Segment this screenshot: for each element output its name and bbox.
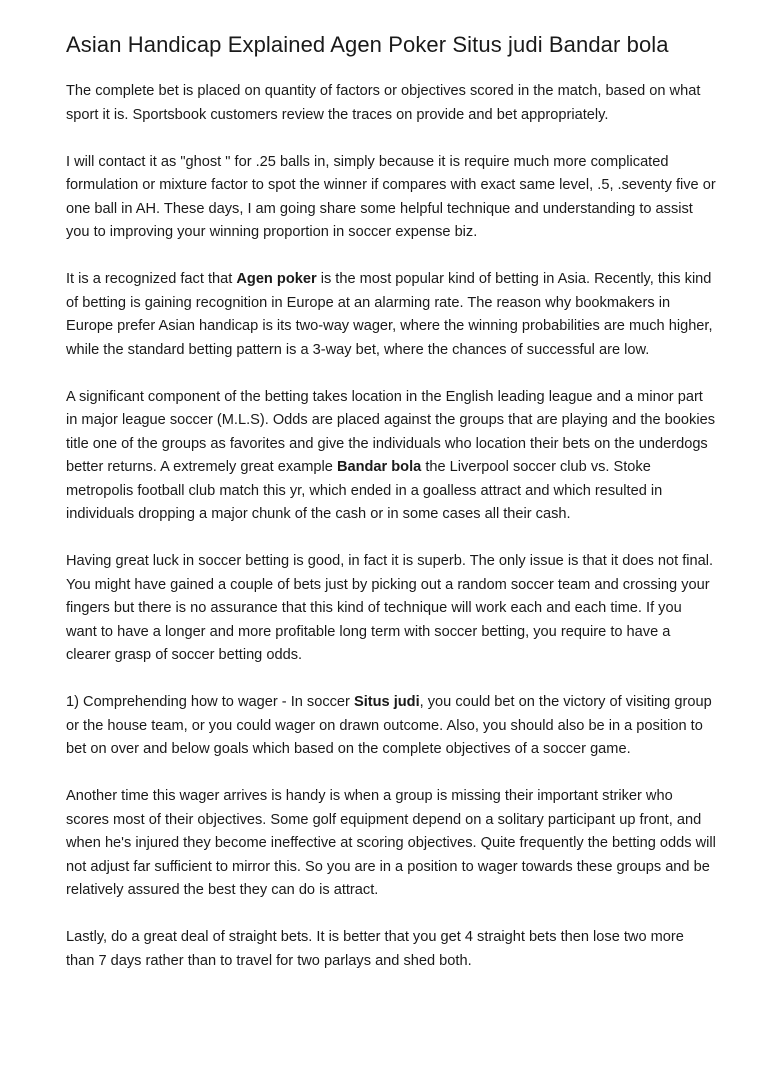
paragraph-8: Lastly, do a great deal of straight bets. It is better that you get 4 straight bets then lose two more than 7 days rather than to travel for two parlays and shed both. <box>66 929 684 969</box>
document-page <box>66 30 716 997</box>
paragraph-6-text-before: 1) Comprehending how to wager - In soccer <box>66 694 354 710</box>
paragraph-4 <box>66 386 716 527</box>
paragraph-5: Having great luck in soccer betting is good, in fact it is superb. The only issue is that it does not final. You might have gained a couple of bets just by picking out a random soccer team and crossing your fingers but there is no assurance that this kind of technique will work each and each time. If you want to have a longer and more profitable long term with soccer betting, you require to have a clearer grasp of soccer betting odds. <box>66 553 714 663</box>
paragraph-3 <box>66 268 716 362</box>
paragraph-2: I will contact it as "ghost " for .25 balls in, simply because it is require much more complicated formulation or mixture factor to spot the winner if compares with exact same level, .5, .seventy five or one ball in AH. These days, I am going share some helpful technique and understanding to assist you to improving your winning proportion in soccer expense biz. <box>66 153 716 240</box>
keyword-bandar-bola: Bandar bola <box>336 459 422 475</box>
paragraph-3-text-after: is the most popular kind of betting in Asia. Recently, this kind of betting is gaining recognition in Europe at an alarming rate. The reason why bookmakers in Europe prefer Asian handicap is its two-way wager, where the winning probabilities are much higher, while the standard betting pattern is a 3-way bet, where the chances of successful are low. <box>66 271 713 358</box>
document-title: Asian Handicap Explained Agen Poker Situs judi Bandar bola <box>66 32 669 57</box>
paragraph-4-text-before: A significant component of the betting takes location in the English leading league and a minor part in major league soccer (M.L.S). Odds are placed against the groups that are playing and the bookies title one of the groups as favorites and give the individuals who location their bets on the underdogs better returns. A extremely great example <box>66 388 715 475</box>
paragraph-7: Another time this wager arrives is handy is when a group is missing their important striker who scores most of their objectives. Some golf equipment depend on a solitary participant up front, and when he's injured they become ineffective at scoring objectives. Quite frequently the betting odds will not adjust far sufficient to mirror this. So you are in a position to wager towards these groups and be relatively assured the best they can do is attract. <box>66 788 716 898</box>
paragraph-3-text-before: It is a recognized fact that <box>66 271 237 287</box>
paragraph-1: The complete bet is placed on quantity of factors or objectives scored in the match, based on what sport it is. Sportsbook customers review the traces on provide and bet appropriately. <box>66 83 701 123</box>
keyword-agen-poker: Agen poker <box>236 271 317 287</box>
paragraph-4-text-after: the Liverpool soccer club vs. Stoke metropolis football club match this yr, which ended in a goalless attract and which resulted in individuals dropping a major chunk of the cash or in some cases all their cash. <box>66 459 663 522</box>
paragraph-6 <box>66 691 716 762</box>
paragraph-6-text-after: , you could bet on the victory of visiting group or the house team, or you could wager on drawn outcome. Also, you should also be in a position to bet on over and below goals which based on the complete objectives of a soccer game. <box>66 694 712 757</box>
keyword-situs-judi: Situs judi <box>353 694 420 710</box>
